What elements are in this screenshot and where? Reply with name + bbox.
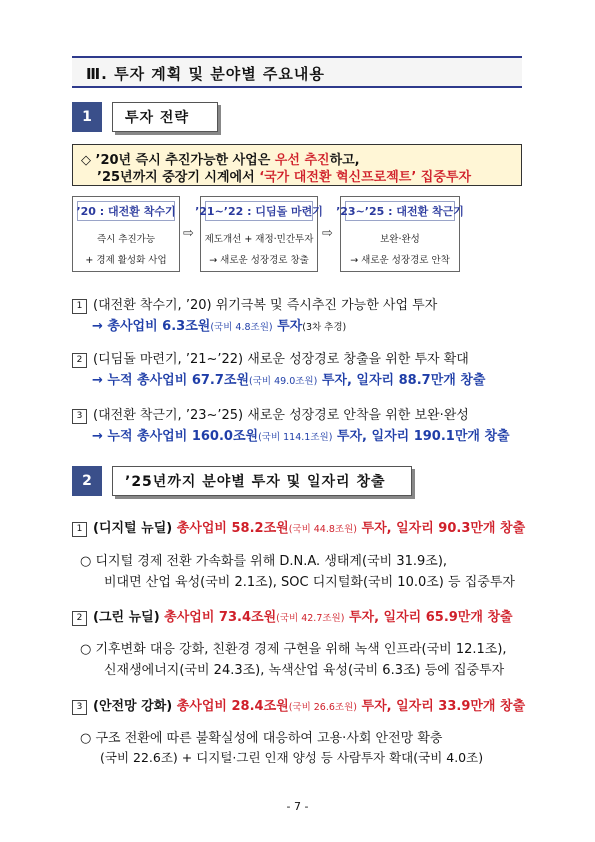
item-number-badge: 1 [72, 522, 87, 537]
heading1-number: 1 [72, 102, 102, 132]
phase-1-line-2: + 경제 활성화 사업 [85, 255, 167, 266]
field-2-jobs: 투자, 일자리 65.9만개 창출 [344, 610, 513, 625]
phase-item-2 [72, 348, 469, 368]
phase-title-1: ’20 : 대전환 착수기 [77, 201, 175, 221]
item-1-note: (3차 추경) [302, 322, 347, 333]
item-number-badge: 3 [72, 700, 87, 715]
field-3-jobs: 투자, 일자리 33.9만개 창출 [356, 699, 526, 714]
phase-3-line-2: → 새로운 성장경로 안착 [350, 255, 450, 266]
field-2-heading [72, 606, 513, 626]
item-number-badge: 3 [72, 409, 87, 424]
page-number: - 7 - [286, 800, 309, 813]
item-number-badge: 2 [72, 611, 87, 626]
section-title: Ⅲ. 투자 계획 및 분야별 주요내용 [86, 65, 325, 83]
strategy-line1-b: 우선 추진 [274, 153, 330, 168]
item-1-total: → 총사업비 6.3조원 [92, 319, 211, 334]
item-3-line-1: (대전환 착근기, ’23~’25) 새로운 성장경로 안착을 위한 보완·완성 [93, 408, 469, 423]
item-1-suffix: 투자 [272, 319, 303, 334]
item-number-badge: 2 [72, 353, 87, 368]
heading2-number: 2 [72, 466, 102, 496]
field-3-heading [72, 695, 525, 715]
item-2-line-2 [92, 369, 485, 388]
field-1-heading [72, 517, 525, 537]
field-1-bullet-1: ○ 디지털 경제 전환 가속화를 위해 D.N.A. 생태계(국비 31.9조), [80, 554, 448, 569]
field-3-bullet-2: (국비 22.6조) + 디지털·그린 인재 양성 등 사람투자 확대(국비 4.0조) [100, 750, 484, 765]
phase-2-line-2: → 새로운 성장경로 창출 [209, 255, 309, 266]
phase-title-3: ’23~’25 : 대전환 착근기 [345, 201, 455, 221]
field-2-bullet-1: ○ 기후변화 대응 강화, 친환경 경제 구현을 위해 녹색 인프라(국비 12.1조), [80, 642, 507, 657]
strategy-line2-a: ’25년까지 중장기 시계에서 [97, 170, 260, 185]
field-2-name: (그린 뉴딜) [93, 610, 165, 625]
phase-box-1 [72, 196, 180, 272]
heading2-title: ’25년까지 분야별 투자 및 일자리 창출 [112, 466, 412, 496]
field-2-national: (국비 42.7조원) [276, 613, 345, 624]
item-1-line-1: (대전환 착수기, ’20) 위기극복 및 즉시추진 가능한 사업 투자 [93, 298, 438, 313]
field-2-bullet-2: 신재생에너지(국비 24.3조), 녹색산업 육성(국비 6.3조) 등에 집중투자 [104, 663, 505, 678]
item-1-line-2 [92, 315, 346, 334]
strategy-line-2 [97, 166, 471, 185]
item-3-line-2 [92, 425, 510, 444]
item-3-total: → 누적 총사업비 160.0조원 [92, 429, 259, 444]
item-3-suffix: 투자, 일자리 190.1만개 창출 [332, 429, 510, 444]
phase-arrow-icon: ⇨ [183, 226, 194, 241]
phase-box-2 [195, 196, 323, 272]
field-1-national: (국비 44.8조원) [288, 524, 357, 535]
field-1-name: (디지털 뉴딜) [93, 521, 177, 536]
strategy-box [72, 144, 522, 186]
field-3-total: 총사업비 28.4조원 [176, 699, 289, 714]
phase-title-2: ’21~’22 : 디딤돌 마련기 [205, 201, 313, 221]
strategy-line1-a: ◇ ’20년 즉시 추진가능한 사업은 [81, 153, 275, 168]
strategy-line2-b: ‘국가 대전환 혁신프로젝트’ 집중투자 [259, 170, 472, 185]
phase-arrow-icon: ⇨ [322, 226, 333, 241]
phase-1-line-1: 즉시 추진가능 [96, 234, 156, 245]
field-1-jobs: 투자, 일자리 90.3만개 창출 [356, 521, 526, 536]
heading1-title: 투자 전략 [112, 102, 218, 132]
field-3-name: (안전망 강화) [93, 699, 177, 714]
phase-item-3 [72, 404, 469, 424]
field-3-bullet-1: ○ 구조 전환에 따른 불확실성에 대응하여 고용·사회 안전망 확충 [80, 731, 443, 746]
item-2-national: (국비 49.0조원) [249, 376, 318, 387]
strategy-line1-c: 하고, [329, 153, 360, 168]
phase-2-line-1: 제도개선 + 재정·민간투자 [204, 234, 314, 245]
item-3-national: (국비 114.1조원) [258, 432, 333, 443]
item-2-suffix: 투자, 일자리 88.7만개 창출 [317, 373, 486, 388]
field-3-national: (국비 26.6조원) [288, 702, 357, 713]
phase-3-line-1: 보완·완성 [380, 234, 420, 245]
field-1-bullet-2: 비대면 산업 육성(국비 2.1조), SOC 디지털화(국비 10.0조) 등 집중투자 [104, 575, 515, 590]
field-1-total: 총사업비 58.2조원 [176, 521, 289, 536]
phase-box-3 [336, 196, 464, 272]
item-number-badge: 1 [72, 299, 87, 314]
field-2-total: 총사업비 73.4조원 [164, 610, 277, 625]
item-2-total: → 누적 총사업비 67.7조원 [92, 373, 250, 388]
phase-item-1 [72, 294, 437, 314]
item-1-national: (국비 4.8조원) [210, 322, 273, 333]
item-2-line-1: (디딤돌 마련기, ’21~’22) 새로운 성장경로 창출을 위한 투자 확대 [93, 352, 469, 367]
